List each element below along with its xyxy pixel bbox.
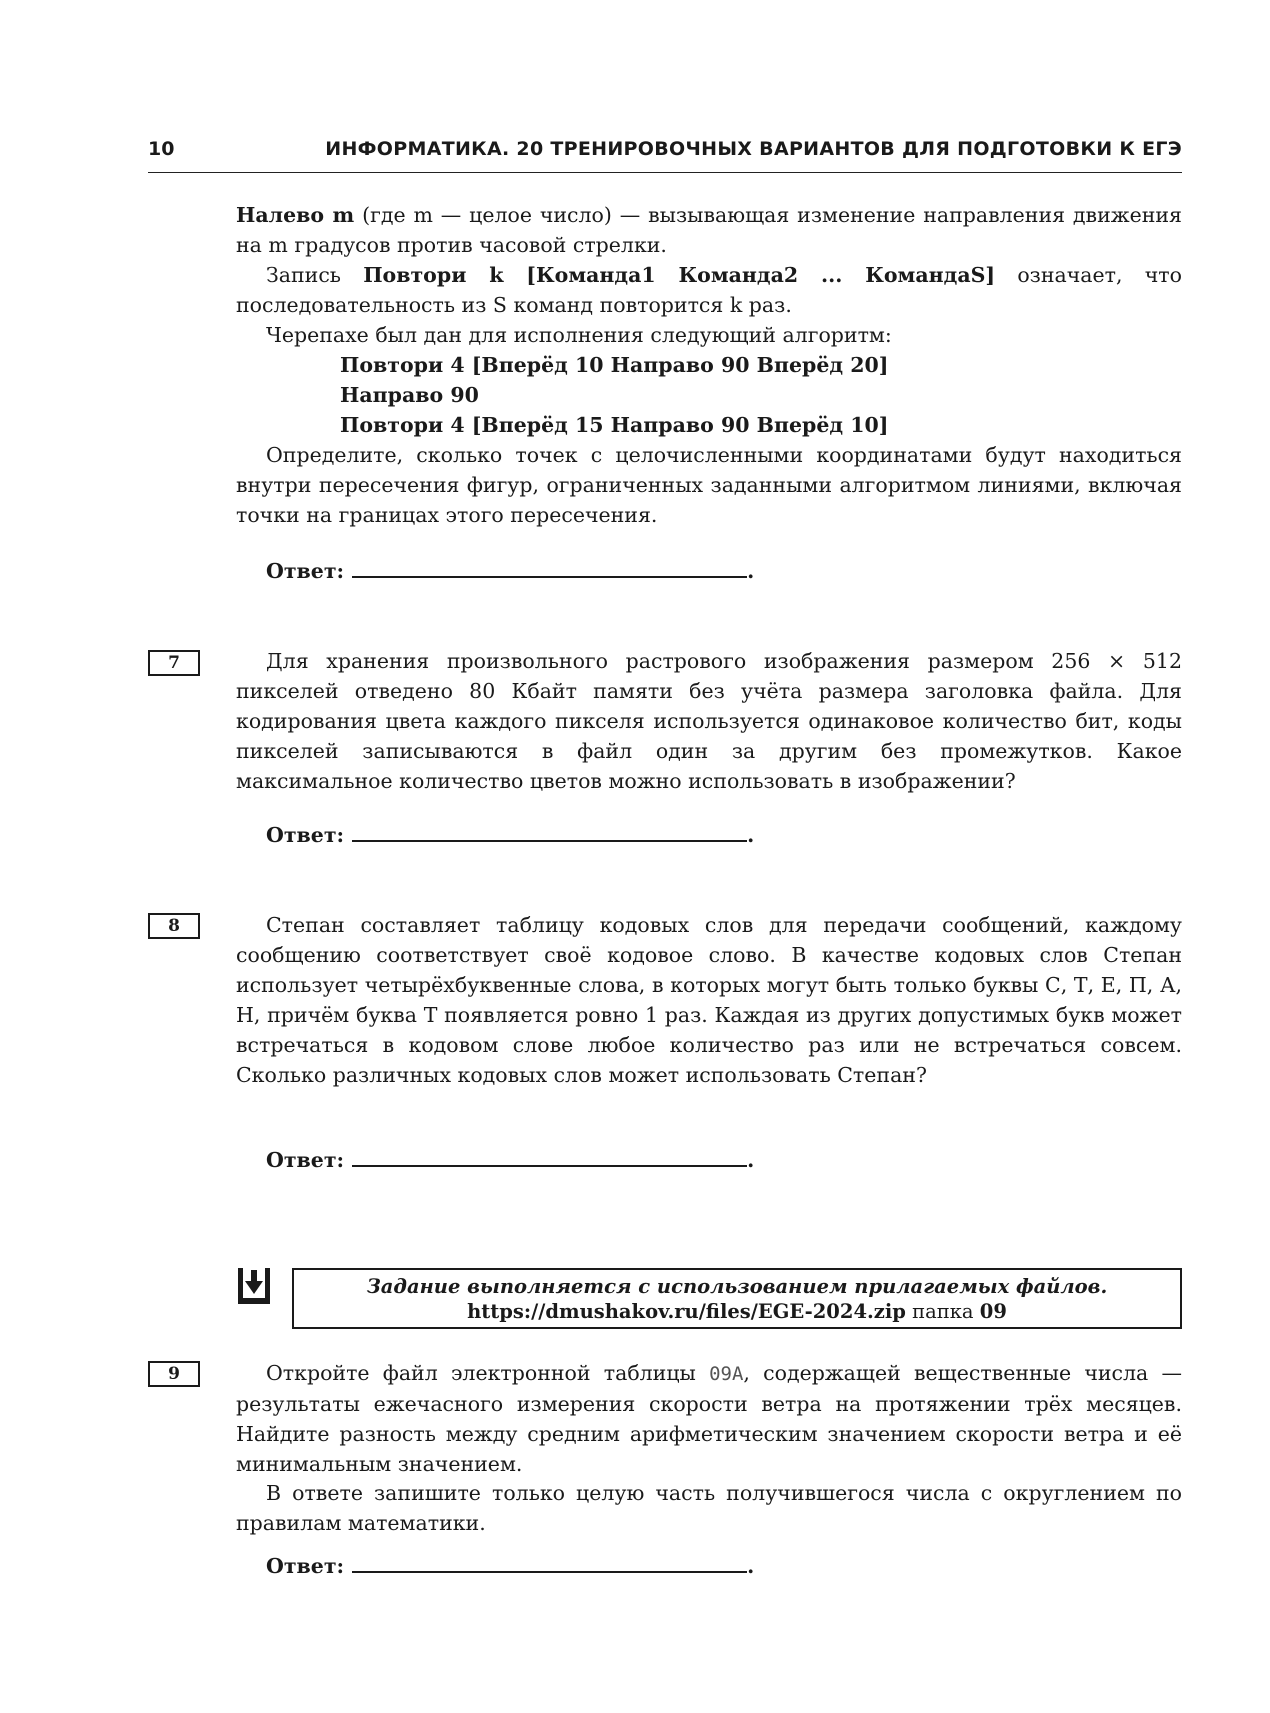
page-header [148,134,1182,173]
algorithm-line-1: Повтори 4 [Вперёд 10 Направо 90 Вперёд 20] [340,353,889,377]
task6-paragraph-3: Черепахе был дан для исполнения следующий алгоритм: [266,323,892,347]
answer-row-task9 [266,1553,754,1578]
answer-field[interactable] [352,558,747,578]
folder-number: 09 [979,1300,1007,1323]
answer-end: . [747,823,755,847]
book-title: ИНФОРМАТИКА. 20 ТРЕНИРОВОЧНЫХ ВАРИАНТОВ ДЛЯ ПОДГОТОВКИ К ЕГЭ [325,138,1182,160]
task9-text [236,1358,1182,1479]
task9-text-start: Откройте файл электронной таблицы [266,1361,710,1385]
task6-paragraph-1 [236,200,1182,260]
task6-question: Определите, сколько точек с целочисленными координатами будут находиться внутри пересечения фигур, ограниченных заданными алгоритмом линиями, включая точки на границах этого пересечения. [236,443,1182,527]
answer-field[interactable] [352,1553,747,1573]
command-left-desc: (где m — целое число) — вызывающая изменение направления движения на m градусов против часовой стрелки. [236,203,1182,257]
answer-label: Ответ: [266,823,345,847]
repeat-syntax: Повтори k [Команда1 Команда2 ... КомандаS] [363,263,996,287]
answer-label: Ответ: [266,1554,345,1578]
file-name: 09A [709,1363,744,1385]
task8-text: Степан составляет таблицу кодовых слов для передачи сообщений, каждому сообщению соответствует своё кодовое слово. В качестве кодовых слов Степан использует четырёхбуквенные слова, в которых могут быть только буквы С, Т, Е, П, А, Н, причём буква Т появляется ровно 1 раз. Каждая из других допустимых букв может встречаться в кодовом слове любое количество раз или не встречаться совсем. Сколько различных кодовых слов может использовать Степан? [236,913,1182,1087]
repeat-desc: означает, что последовательность из S команд повторится k раз. [236,263,1182,317]
answer-end: . [747,1554,755,1578]
answer-end: . [747,1148,755,1172]
answer-field[interactable] [352,822,747,842]
answer-row-task7 [266,822,754,847]
algorithm-line-2: Направо 90 [340,383,479,407]
page-number: 10 [148,138,175,160]
attachment-link-row [294,1300,1180,1323]
answer-label: Ответ: [266,559,345,583]
repeat-intro: Запись [266,263,364,287]
task9-text-end: , содержащей вещественные числа — результаты ежечасного измерения скорости ветра на протяжении трёх месяцев. Найдите разность между средним арифметическим значением скорости ветра и её минимальным значением. [236,1361,1182,1476]
attachment-note [292,1268,1182,1329]
download-icon [236,1268,272,1304]
task-number-8: 8 [148,913,200,939]
answer-row-task8 [266,1147,754,1172]
answer-field[interactable] [352,1147,747,1167]
task-number-7: 7 [148,650,200,676]
answer-label: Ответ: [266,1148,345,1172]
task-number-9: 9 [148,1361,200,1387]
task9-instruction: В ответе запишите только целую часть получившегося числа с округлением по правилам математики. [236,1481,1182,1535]
answer-row-task6 [266,558,754,583]
task7-text: Для хранения произвольного растрового изображения размером 256 × 512 пикселей отведено 80 Кбайт памяти без учёта размера заголовка файла. Для кодирования цвета каждого пикселя используется одинаковое количество бит, коды пикселей записываются в файл один за другим без промежутков. Какое максимальное количество цветов можно использовать в изображении? [236,649,1182,793]
answer-end: . [747,559,755,583]
algorithm-line-3: Повтори 4 [Вперёд 15 Направо 90 Вперёд 10] [340,413,889,437]
task6-paragraph-2 [236,260,1182,320]
attachment-url[interactable]: https://dmushakov.ru/files/EGE-2024.zip [467,1300,906,1323]
attachment-note-text: Задание выполняется с использованием прилагаемых файлов. [366,1275,1108,1298]
command-left: Налево m [236,203,355,227]
folder-label: папка [905,1300,980,1323]
